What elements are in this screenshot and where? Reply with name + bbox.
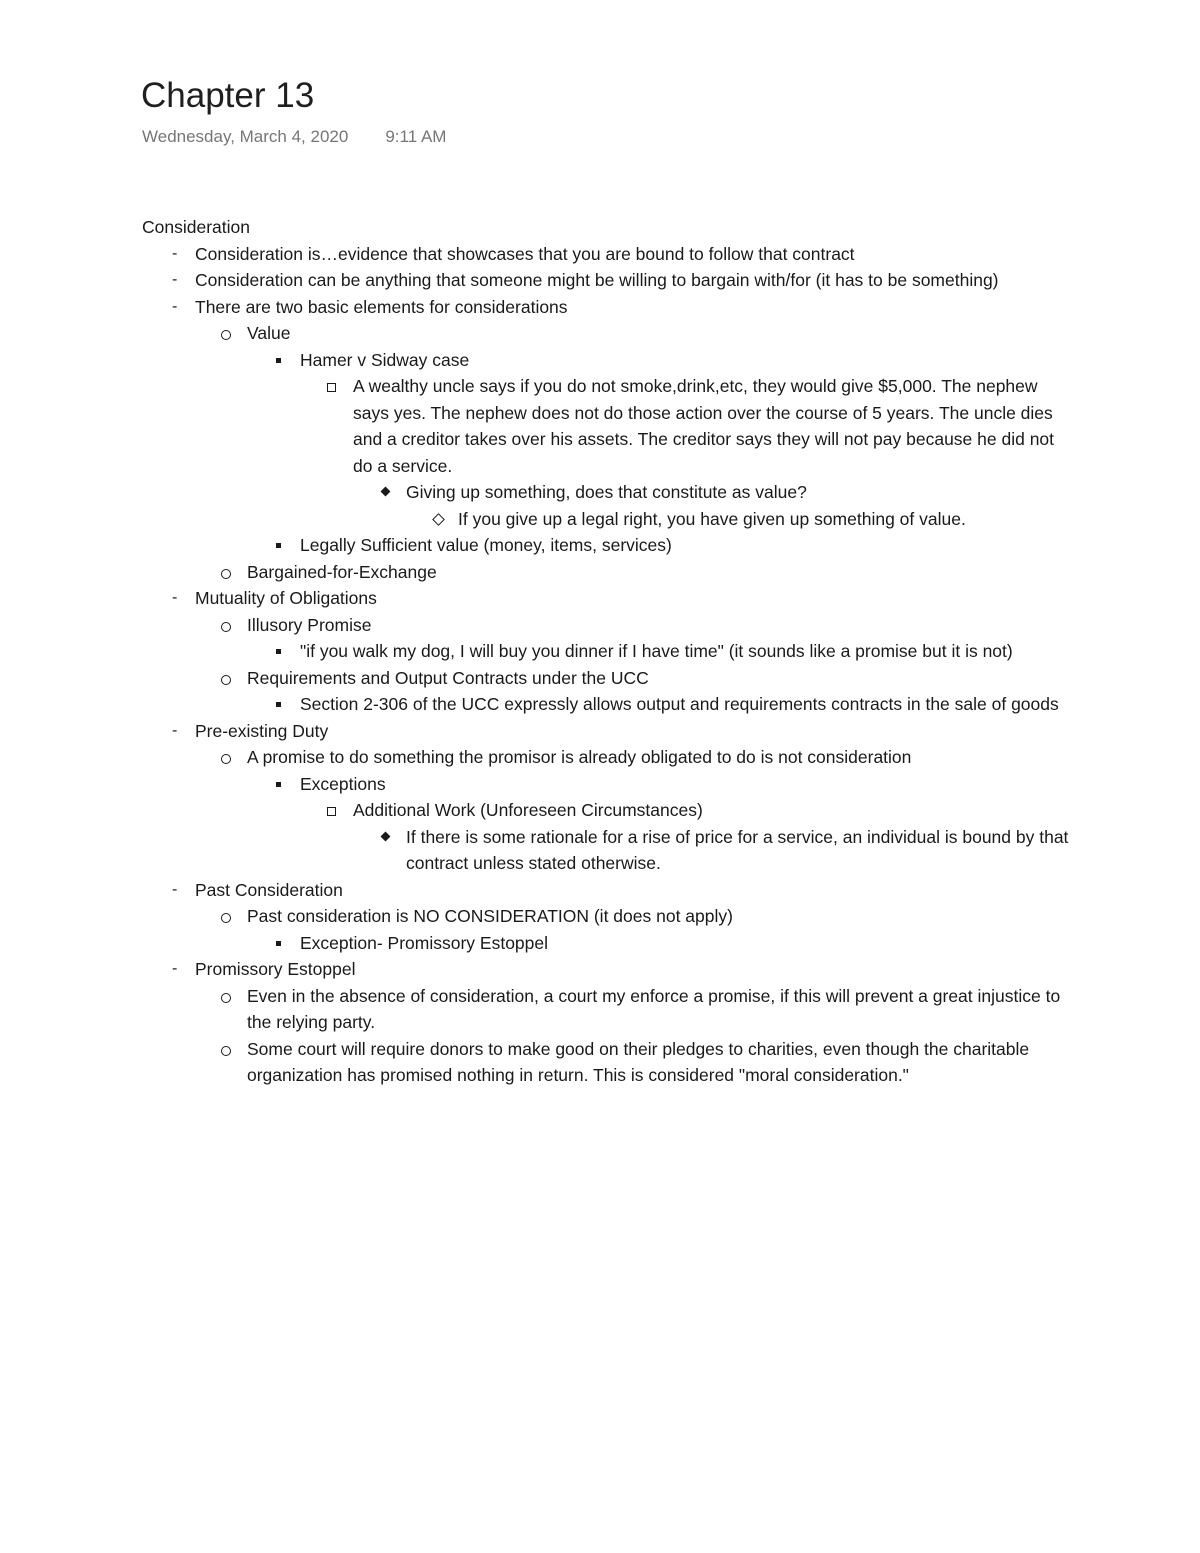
list-item-text: Additional Work (Unforeseen Circumstances) [353,800,703,820]
list-item [142,241,1072,268]
list-item-text: A promise to do something the promisor is already obligated to do is not consideration [247,747,912,767]
list-item [142,877,1072,904]
circle-bullet-icon [221,1046,231,1056]
list-item-text: Value [247,323,291,343]
square-bullet-icon [276,941,281,946]
list-item-text: Some court will require donors to make good on their pledges to charities, even though the charitable organization has promised nothing in return. This is considered "moral consideration." [247,1038,1030,1085]
outline-list [142,930,1072,957]
list-item-text: Exception- Promissory Estoppel [300,932,549,953]
outline-list [142,744,1072,771]
list-item-text: Consideration can be anything that someone might be willing to bargain with/for (it has to be something) [195,270,999,290]
page-timestamp [142,126,446,148]
square-bullet-icon [276,543,281,548]
list-item-text: A wealthy uncle says if you do not smoke,drink,etc, they would give $5,000. The nephew says yes. The nephew does not do those action over the course of 5 years. The uncle dies and a creditor takes over his assets. The creditor says they will not pay because he did not do a service. [353,376,1055,476]
outline-list [142,532,1072,559]
list-item [142,903,1072,930]
list-item [142,612,1072,639]
dash-bullet: - [172,244,178,262]
list-item-text: Past consideration is NO CONSIDERATION (it does not apply) [247,906,733,926]
list-item [142,294,1072,321]
list-item [142,638,1072,665]
list-item [142,797,1072,824]
list-item [142,585,1072,612]
hollow-square-bullet-icon [327,807,336,816]
outline-list [142,479,1072,506]
list-item-text: Consideration is…evidence that showcases that you are bound to follow that contract [195,243,855,264]
square-bullet-icon [276,782,281,787]
list-item-text: Promissory Estoppel [195,959,356,979]
dash-bullet: - [172,721,178,739]
list-item-text: Past Consideration [195,879,343,900]
list-item-text: Even in the absence of consideration, a court my enforce a promise, if this will prevent a great injustice to the relying party. [247,985,1061,1032]
circle-bullet-icon [221,569,231,579]
outline-list [142,241,1072,321]
list-item [142,718,1072,745]
list-item-text: Giving up something, does that constitute as value? [406,482,807,502]
dash-bullet: - [172,960,178,977]
outline-list [142,638,1072,665]
outline-list [142,373,1072,479]
list-item [142,267,1072,294]
page-time: 9:11 AM [385,127,447,146]
hollow-diamond-bullet-icon [432,513,445,526]
dash-bullet: - [172,880,178,898]
outline-list [142,347,1072,374]
list-item-text: If there is some rationale for a rise of price for a service, an individual is bound by that contract unless stated otherwise. [406,826,1069,873]
circle-bullet-icon [221,913,231,923]
list-item-text: Section 2-306 of the UCC expressly allows output and requirements contracts in the sale of goods [300,694,1059,714]
list-item [142,532,1072,559]
list-item-text: Legally Sufficient value (money, items, services) [300,535,672,555]
square-bullet-icon [276,358,281,363]
list-item-text: Mutuality of Obligations [195,588,377,608]
list-item-text: Exceptions [300,773,386,794]
list-item-text: Illusory Promise [247,614,372,635]
list-item [142,824,1072,877]
list-item [142,771,1072,798]
outline-list [142,877,1072,904]
list-item [142,347,1072,374]
circle-bullet-icon [221,993,231,1003]
page-date: Wednesday, March 4, 2020 [142,127,349,146]
list-item [142,373,1072,479]
list-item-text: If you give up a legal right, you have given up something of value. [458,508,966,529]
outline-list [142,824,1072,877]
list-item [142,691,1072,718]
diamond-bullet-icon [381,831,391,841]
dash-bullet: - [172,271,178,288]
list-item-text: "if you walk my dog, I will buy you dinner if I have time" (it sounds like a promise but it is not) [300,641,1013,661]
outline-list [142,718,1072,745]
outline-list [142,983,1072,1089]
list-item [142,320,1072,347]
hollow-square-bullet-icon [327,383,336,392]
list-item [142,559,1072,586]
page-title: Chapter 13 [141,76,315,115]
list-item-text: Hamer v Sidway case [300,349,470,370]
square-bullet-icon [276,702,281,707]
outline-list [142,903,1072,930]
list-item [142,1036,1072,1089]
circle-bullet-icon [221,622,231,632]
list-item-text: Requirements and Output Contracts under the UCC [247,667,649,688]
dash-bullet: - [172,589,178,606]
diamond-bullet-icon [381,487,391,497]
list-item [142,506,1072,533]
outline-list [142,320,1072,347]
square-bullet-icon [276,649,281,654]
outline-list [142,691,1072,718]
section-heading: Consideration [142,217,250,237]
list-item [142,956,1072,983]
list-item [142,930,1072,957]
list-item [142,665,1072,692]
outline-list [142,585,1072,612]
circle-bullet-icon [221,675,231,685]
outline-list [142,956,1072,983]
outline-list [142,771,1072,798]
list-item-text: There are two basic elements for considerations [195,296,568,317]
list-item [142,983,1072,1036]
outline-list [142,559,1072,586]
circle-bullet-icon [221,330,231,340]
list-item-text: Pre-existing Duty [195,720,329,741]
list-item [142,744,1072,771]
outline-list [142,797,1072,824]
outline-list [142,612,1072,639]
outline-list [142,506,1072,533]
circle-bullet-icon [221,754,231,764]
list-item-text: Bargained-for-Exchange [247,561,437,582]
dash-bullet: - [172,297,178,315]
note-body [142,214,1072,1089]
list-item [142,479,1072,506]
outline-list [142,665,1072,692]
